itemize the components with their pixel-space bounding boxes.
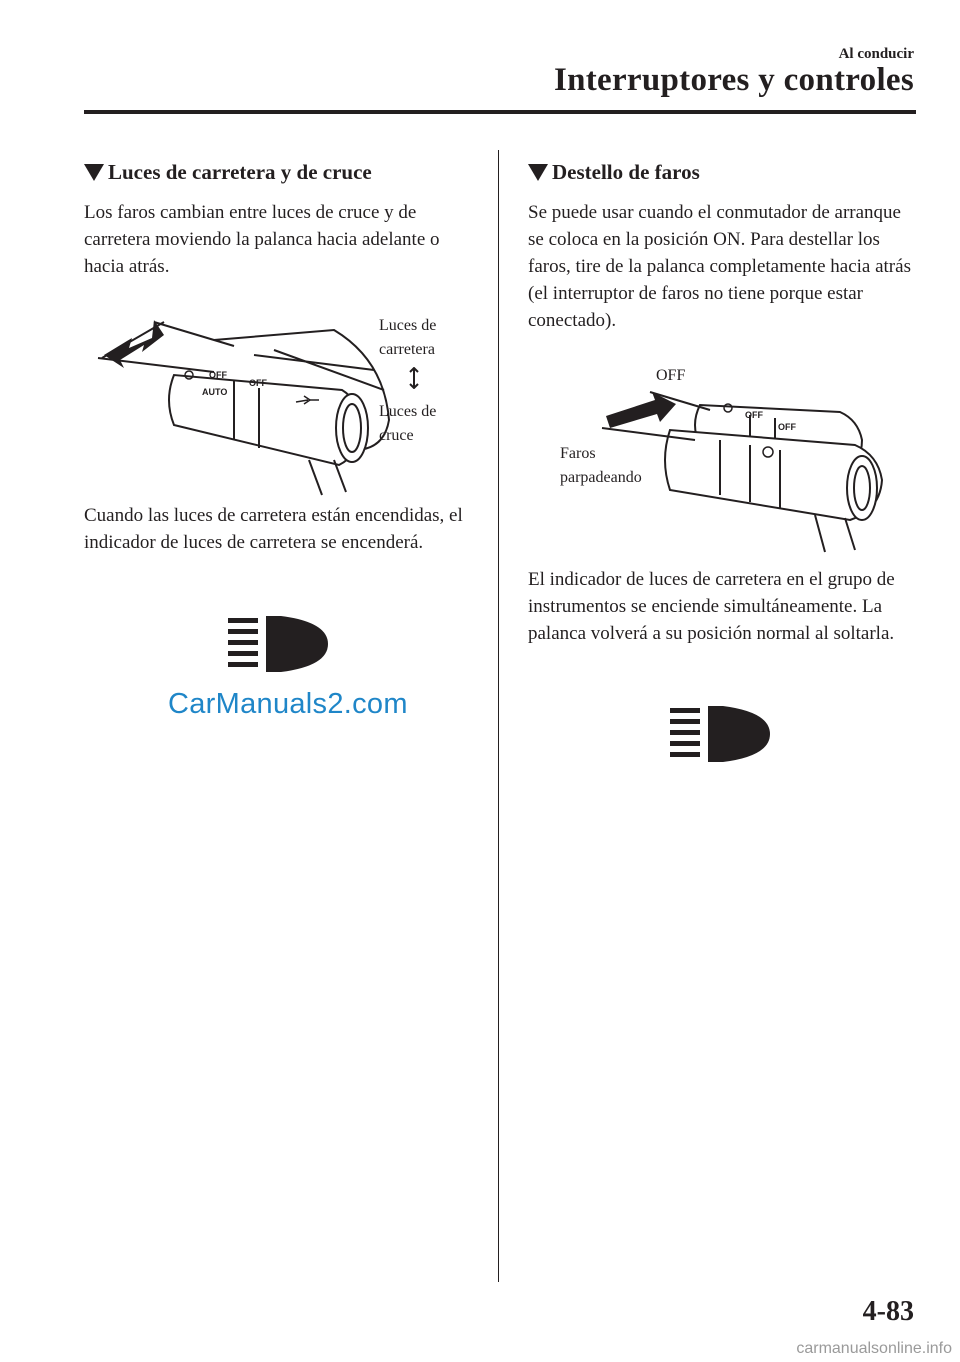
paragraph-flash-usage: Se puede usar cuando el conmutador de arranque se coloca en la posición ON. Para destellar los faros, tire de la palanca completamente hacia atrás (el interruptor de faros no tiene porque estar conectado). bbox=[528, 202, 911, 331]
label-high-beam-line1: Luces de bbox=[379, 317, 437, 334]
down-triangle-icon bbox=[84, 164, 104, 181]
header-rule bbox=[84, 110, 916, 114]
flash-switch-off-label-2: OFF bbox=[778, 422, 796, 432]
label-high-beam-line2: carretera bbox=[379, 341, 435, 358]
footer-watermark: carmanualsonline.info bbox=[796, 1340, 952, 1357]
double-arrow-vertical-icon bbox=[408, 367, 420, 394]
label-high-beam bbox=[379, 314, 436, 362]
column-divider bbox=[498, 150, 499, 1282]
page-number: 4-83 bbox=[862, 1296, 914, 1327]
chapter-title: Al conducir bbox=[838, 46, 914, 62]
switch-off-label: OFF bbox=[209, 370, 227, 380]
paragraph-beam-switch: Los faros cambian entre luces de cruce y de carretera moviendo la palanca hacia adelante o hacia atrás. bbox=[84, 202, 440, 277]
heading-text: Destello de faros bbox=[552, 160, 700, 184]
label-low-beam bbox=[379, 400, 436, 448]
section-title: Interruptores y controles bbox=[553, 62, 914, 98]
paragraph-flash-indicator: El indicador de luces de carretera en el grupo de instrumentos se enciende simultáneamente. La palanca volverá a su posición normal al soltarla. bbox=[528, 569, 895, 644]
paragraph-indicator-on: Cuando las luces de carretera están encendidas, el indicador de luces de carretera se encenderá. bbox=[84, 505, 463, 553]
high-beam-indicator-icon bbox=[226, 614, 330, 679]
label-low-beam-line1: Luces de bbox=[379, 403, 437, 420]
label-flashing-line2: parpadeando bbox=[560, 469, 642, 486]
switch-auto-label: AUTO bbox=[202, 387, 228, 397]
label-flashing bbox=[560, 442, 642, 490]
heading-text: Luces de carretera y de cruce bbox=[108, 160, 372, 184]
lever-illustration-beams bbox=[84, 300, 394, 500]
down-triangle-icon bbox=[528, 164, 548, 181]
switch-off-label-2: OFF bbox=[249, 378, 267, 388]
high-beam-indicator-icon bbox=[668, 704, 772, 769]
heading-high-low-beam bbox=[84, 160, 372, 185]
watermark-carmanuals2: CarManuals2.com bbox=[168, 688, 408, 720]
label-off: OFF bbox=[656, 367, 686, 384]
heading-flash-to-pass bbox=[528, 160, 700, 185]
label-flashing-line1: Faros bbox=[560, 445, 596, 462]
lever-illustration-flash bbox=[600, 380, 890, 560]
label-low-beam-line2: cruce bbox=[379, 427, 414, 444]
flash-switch-off-label: OFF bbox=[745, 410, 763, 420]
